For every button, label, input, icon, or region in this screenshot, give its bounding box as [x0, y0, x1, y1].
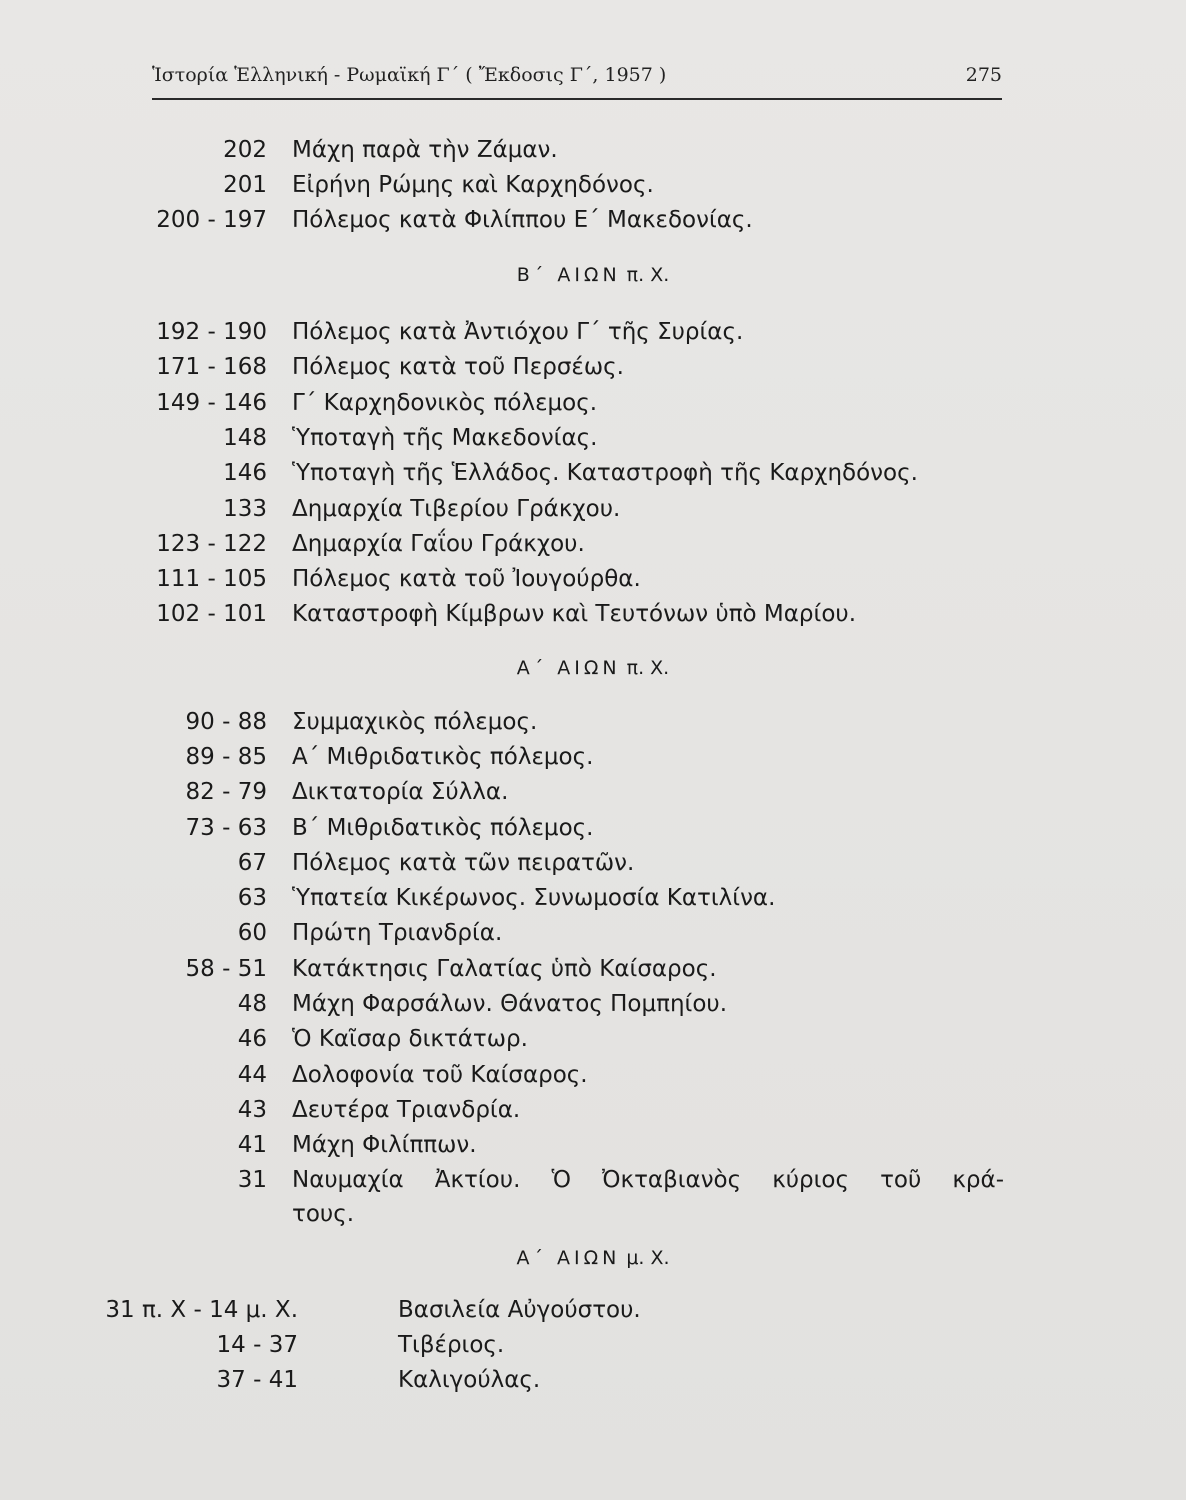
- row-event: Ναυμαχία Ἀκτίου. Ὁ Ὀκταβιανὸς κύριος τοῦ κρά-: [292, 1167, 1004, 1193]
- row-event: Ὑποταγὴ τῆς Μακεδονίας.: [292, 425, 598, 451]
- row-event: Πόλεμος κατὰ τοῦ Περσέως.: [292, 354, 624, 380]
- chronology-row: [0, 561, 1186, 597]
- row-date: 89 - 85: [185, 744, 267, 770]
- row-date: 201: [223, 172, 267, 198]
- row-event: Πόλεμος κατὰ Ἀντιόχου Γ΄ τῆς Συρίας.: [292, 319, 744, 345]
- chronology-row: [0, 349, 1186, 385]
- chronology-row: [0, 385, 1186, 421]
- chronology-row: [0, 1162, 1186, 1198]
- row-event: Δευτέρα Τριανδρία.: [292, 1097, 521, 1123]
- row-event: Πρώτη Τριανδρία.: [292, 920, 503, 946]
- row-date: 90 - 88: [185, 709, 267, 735]
- row-date: 41: [237, 1132, 267, 1158]
- row-event: Δημαρχία Γαΐου Γράκχου.: [292, 531, 585, 557]
- chronology-row: [0, 951, 1186, 987]
- row-date: 48: [237, 991, 267, 1017]
- row-date: 192 - 190: [156, 319, 267, 345]
- row-event: Γ΄ Καρχηδονικὸς πόλεμος.: [292, 390, 598, 416]
- chronology-row: [0, 132, 1186, 168]
- row-date: 202: [223, 137, 267, 163]
- row-date: 73 - 63: [185, 815, 267, 841]
- row-event: Δολοφονία τοῦ Καίσαρος.: [292, 1062, 588, 1088]
- row-date: 37 - 41: [216, 1367, 298, 1393]
- row-event: Μάχη παρὰ τὴν Ζάμαν.: [292, 137, 558, 163]
- row-date: 123 - 122: [156, 531, 267, 557]
- row-event: Ὑποταγὴ τῆς Ἑλλάδος. Καταστροφὴ τῆς Καρχηδόνος.: [292, 460, 918, 486]
- row-date: 44: [237, 1062, 267, 1088]
- row-date: 82 - 79: [185, 779, 267, 805]
- century-heading: [0, 653, 1186, 683]
- row-event: Πόλεμος κατὰ Φιλίππου Ε΄ Μακεδονίας.: [292, 207, 753, 233]
- row-date: 63: [237, 885, 267, 911]
- chronology-row: [0, 1021, 1186, 1057]
- row-event: Τιβέριος.: [398, 1332, 505, 1358]
- row-event: Καλιγούλας.: [398, 1367, 541, 1393]
- row-date: 67: [237, 850, 267, 876]
- row-date: 58 - 51: [185, 956, 267, 982]
- row-date: 133: [223, 496, 267, 522]
- row-date: 46: [237, 1026, 267, 1052]
- chronology-row: [0, 1057, 1186, 1093]
- header-rule: [152, 98, 1002, 100]
- chronology-row: [0, 1362, 1186, 1398]
- row-event: Α΄ Μιθριδατικὸς πόλεμος.: [292, 744, 594, 770]
- row-event: Πόλεμος κατὰ τοῦ Ἰουγούρθα.: [292, 566, 641, 592]
- chronology-row-continuation: [0, 1196, 1186, 1232]
- century-heading-era: π. Χ.: [626, 657, 670, 679]
- chronology-row: [0, 314, 1186, 350]
- row-event: Πόλεμος κατὰ τῶν πειρατῶν.: [292, 850, 635, 876]
- header-title: Ἱστορία Ἑλληνική - Ρωμαϊκή Γ΄ ( Ἔκδοσις Γ΄, 1957 ): [152, 64, 667, 86]
- chronology-row: [0, 455, 1186, 491]
- century-heading-label: Α΄ ΑΙΩΝ: [516, 657, 621, 679]
- row-date: 111 - 105: [156, 566, 267, 592]
- row-date: 200 - 197: [156, 207, 267, 233]
- row-event: Μάχη Φαρσάλων. Θάνατος Πομπηίου.: [292, 991, 728, 1017]
- chronology-row: [0, 880, 1186, 916]
- row-event-continuation: τους.: [292, 1201, 355, 1227]
- row-event: Δημαρχία Τιβερίου Γράκχου.: [292, 496, 621, 522]
- chronology-row: [0, 774, 1186, 810]
- row-date: 149 - 146: [156, 390, 267, 416]
- row-event: Κατάκτησις Γαλατίας ὑπὸ Καίσαρος.: [292, 956, 717, 982]
- chronology-row: [0, 1292, 1186, 1328]
- row-event: Συμμαχικὸς πόλεμος.: [292, 709, 538, 735]
- row-date: 31: [237, 1167, 267, 1193]
- row-event: Δικτατορία Σύλλα.: [292, 779, 509, 805]
- chronology-row: [0, 420, 1186, 456]
- row-event: Καταστροφὴ Κίμβρων καὶ Τευτόνων ὑπὸ Μαρίου.: [292, 601, 857, 627]
- chronology-row: [0, 1092, 1186, 1128]
- century-heading: [0, 260, 1186, 290]
- chronology-row: [0, 704, 1186, 740]
- chronology-row: [0, 739, 1186, 775]
- chronology-row: [0, 526, 1186, 562]
- chronology-row: [0, 915, 1186, 951]
- century-heading-era: μ. Χ.: [626, 1247, 670, 1269]
- row-date: 148: [223, 425, 267, 451]
- chronology-row: [0, 845, 1186, 881]
- row-event: Ὑπατεία Κικέρωνος. Συνωμοσία Κατιλίνα.: [292, 885, 776, 911]
- row-event: Ὁ Καῖσαρ δικτάτωρ.: [292, 1026, 528, 1052]
- row-event: Εἰρήνη Ρώμης καὶ Καρχηδόνος.: [292, 172, 654, 198]
- row-event: Μάχη Φιλίππων.: [292, 1132, 477, 1158]
- chronology-row: [0, 202, 1186, 238]
- row-date: 102 - 101: [156, 601, 267, 627]
- chronology-row: [0, 491, 1186, 527]
- row-date: 43: [237, 1097, 267, 1123]
- chronology-row: [0, 596, 1186, 632]
- row-date: 14 - 37: [216, 1332, 298, 1358]
- century-heading-label: Β΄ ΑΙΩΝ: [516, 264, 621, 286]
- century-heading: [0, 1243, 1186, 1273]
- row-event: Β΄ Μιθριδατικὸς πόλεμος.: [292, 815, 594, 841]
- chronology-row: [0, 167, 1186, 203]
- chronology-row: [0, 1327, 1186, 1363]
- century-heading-era: π. Χ.: [626, 264, 670, 286]
- page-number: 275: [965, 64, 1002, 86]
- row-event: Βασιλεία Αὐγούστου.: [398, 1297, 641, 1323]
- row-date: 31 π. Χ - 14 μ. Χ.: [105, 1297, 298, 1323]
- row-date: 171 - 168: [156, 354, 267, 380]
- chronology-row: [0, 1127, 1186, 1163]
- running-header: [152, 64, 1002, 94]
- century-heading-label: Α΄ ΑΙΩΝ: [516, 1247, 621, 1269]
- row-date: 146: [223, 460, 267, 486]
- row-date: 60: [237, 920, 267, 946]
- chronology-row: [0, 986, 1186, 1022]
- chronology-row: [0, 810, 1186, 846]
